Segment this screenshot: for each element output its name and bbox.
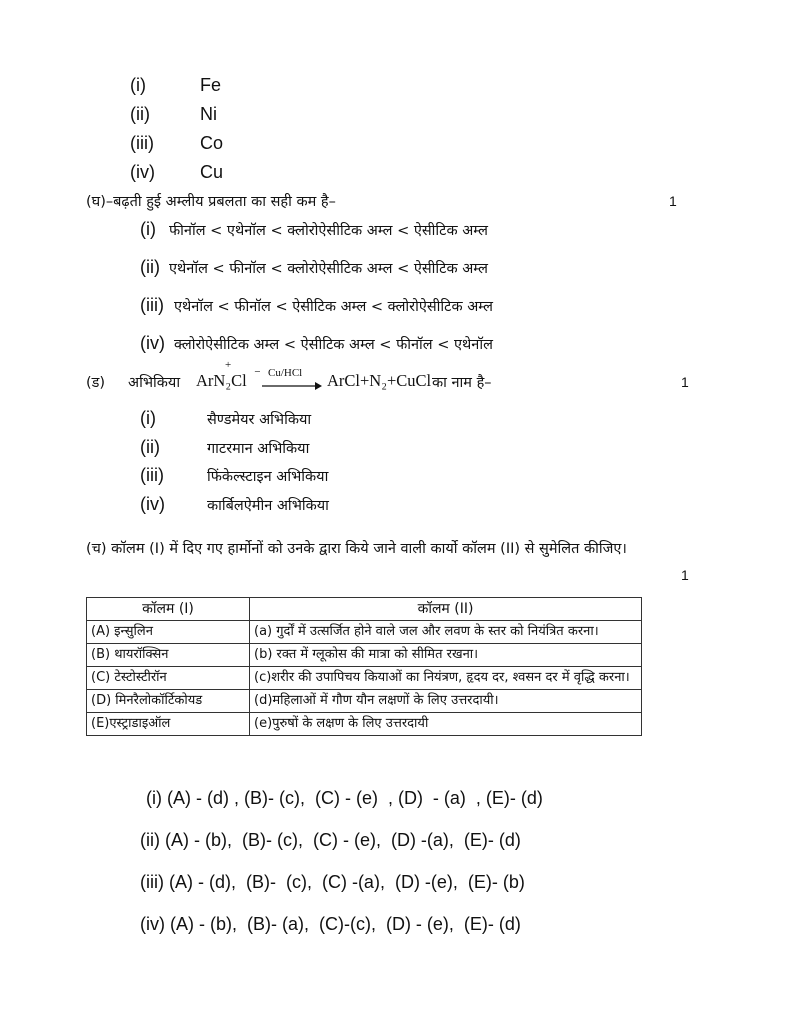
table-cell: (c)शरीर की उपापिचय कियाओं का नियंत्रण, हृदय दर, श्वसन दर में वृद्धि करना। (250, 667, 642, 690)
option-text: एथेनॉल < फीनॉल < ऐसीटिक अम्ल < क्लोरोऐसीटिक अम्ल (174, 299, 493, 315)
marks: 1 (669, 193, 677, 209)
reactant-formula: ArN₂Cl (196, 371, 247, 390)
option-text: Fe (200, 75, 222, 95)
table-cell: (E)एस्ट्राडाइऑल (87, 713, 250, 736)
table-row (87, 713, 642, 736)
table-cell: (A) इन्सुलिन (87, 621, 250, 644)
option-number: (ii) (130, 104, 150, 124)
table-header-row (87, 598, 642, 621)
table-cell: (C) टेस्टोस्टीरॉन (87, 667, 250, 690)
match-option: (ii) (A) - (b), (B)- (c), (C) - (e), (D) -(a), (E)- (d) (140, 830, 521, 850)
option-number: (i) (130, 75, 146, 95)
option-text: कार्बिलऐमीन अभिकिया (207, 498, 329, 514)
hormone-table (86, 597, 642, 736)
option-text: क्लोरोऐसीटिक अम्ल < ऐसीटिक अम्ल < फीनॉल < एथेनॉल (174, 337, 493, 353)
option-number: (ii) (140, 437, 160, 457)
table-row (87, 644, 642, 667)
option-number: (iii) (140, 465, 164, 485)
option-text: फिंकेल्स्टाइन अभिकिया (207, 469, 329, 485)
products-formula: ArCl+N₂+CuCl (327, 371, 432, 390)
option-number: (ii) (140, 257, 160, 277)
option-text: Ni (200, 104, 217, 124)
option-number: (iv) (140, 333, 165, 353)
arrow-label: Cu/HCl (268, 367, 303, 379)
option-text: सैण्डमेयर अभिकिया (207, 412, 312, 428)
marks: 1 (681, 567, 689, 583)
table-cell: (d)महिलाओं में गौण यौन लक्षणों के लिए उत्तरदायी। (250, 690, 642, 713)
question-label: (घ)–बढ़ती हुई अम्लीय प्रबलता का सही कम है– (86, 194, 336, 210)
option-text: Cu (200, 162, 224, 182)
column-header: कॉलम (I) (87, 598, 250, 621)
table-cell: (D) मिनरैलोकॉर्टिकोयड (87, 690, 250, 713)
match-option: (iv) (A) - (b), (B)- (a), (C)-(c), (D) - (e), (E)- (d) (140, 914, 521, 934)
option-number: (iii) (130, 133, 154, 153)
option-number: (i) (140, 219, 156, 239)
option-text: फीनॉल < एथेनॉल < क्लोरोऐसीटिक अम्ल < ऐसीटिक अम्ल (169, 223, 488, 239)
table-row (87, 667, 642, 690)
table-row (87, 621, 642, 644)
table-cell: (b) रक्त में ग्लूकोस की मात्रा को सीमित रखना। (250, 644, 642, 667)
reactant-charge: ⁻ (254, 366, 261, 381)
question-cha-text: (च) कॉलम (I) में दिए गए हार्मोनों को उनके द्वारा किये जाने वाली कार्यो कॉलम (II) से सुमेलित कीजिए। (86, 541, 627, 557)
option-text: एथेनॉल < फीनॉल < क्लोरोऐसीटिक अम्ल < ऐसीटिक अम्ल (169, 261, 488, 277)
option-number: (iv) (140, 494, 165, 514)
option-number: (iv) (130, 162, 155, 182)
column-header: कॉलम (II) (250, 598, 642, 621)
table-row (87, 690, 642, 713)
reactant-charge: + (225, 359, 232, 371)
match-option: (i) (A) - (d) , (B)- (c), (C) - (e) , (D) - (a) , (E)- (d) (146, 788, 543, 808)
option-number: (iii) (140, 295, 164, 315)
table-cell: (e)पुरुषों के लक्षण के लिए उत्तरदायी (250, 713, 642, 736)
option-number: (i) (140, 408, 156, 428)
match-option: (iii) (A) - (d), (B)- (c), (C) -(a), (D) -(e), (E)- (b) (140, 872, 525, 892)
option-text: गाटरमान अभिकिया (207, 441, 310, 457)
question-suffix: का नाम है– (432, 375, 492, 391)
table-cell: (a) गुर्दों में उत्सर्जित होने वाले जल और लवण के स्तर को नियंत्रित करना। (250, 621, 642, 644)
question-label: (ड) (86, 375, 106, 391)
reaction-arrow (262, 381, 322, 391)
reaction-word: अभिकिया (128, 375, 181, 391)
marks: 1 (681, 374, 689, 390)
table-cell: (B) थायरॉक्सिन (87, 644, 250, 667)
option-text: Co (200, 133, 224, 153)
